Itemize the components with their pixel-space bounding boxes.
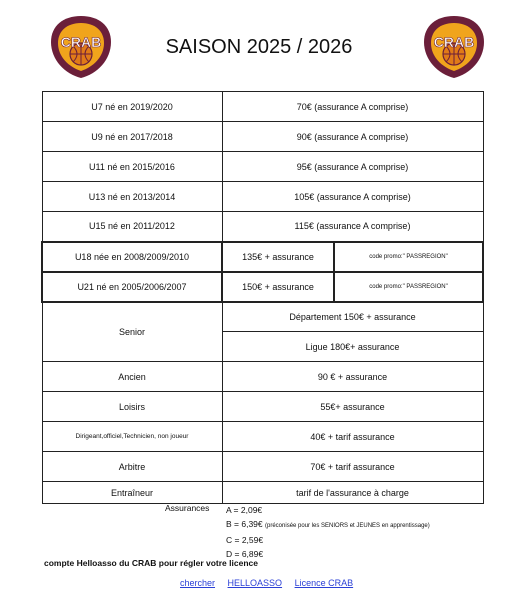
table-row [42, 452, 483, 482]
licence-crab-link[interactable]: Licence CRAB [294, 578, 354, 588]
table-row [42, 182, 483, 212]
assurance-b-row [226, 517, 430, 533]
table-row [42, 272, 483, 302]
price-cell: 55€+ assurance [222, 392, 483, 422]
promo-code-cell: code promo:" PASSREGION" [334, 272, 483, 302]
assurances-list [226, 503, 430, 561]
price-cell: 90€ (assurance A comprise) [222, 122, 483, 152]
price-cell: Département 150€ + assurance [222, 302, 483, 332]
helloasso-link[interactable]: HELLOASSO [227, 578, 283, 588]
price-cell: 115€ (assurance A comprise) [222, 212, 483, 242]
category-cell: U11 né en 2015/2016 [42, 152, 222, 182]
assurance-d: D = 6,89€ [226, 549, 264, 559]
table-row [42, 422, 483, 452]
price-cell: tarif de l'assurance à charge [222, 482, 483, 504]
category-cell: U13 né en 2013/2014 [42, 182, 222, 212]
table-row [42, 242, 483, 272]
promo-code-cell: code promo:" PASSREGION" [334, 242, 483, 272]
price-cell: 70€ + tarif assurance [222, 452, 483, 482]
category-cell: Dirigeant,officiel,Technicien, non joueur [42, 422, 222, 452]
category-cell: U9 né en 2017/2018 [42, 122, 222, 152]
table-row [42, 302, 483, 332]
price-cell: 90 € + assurance [222, 362, 483, 392]
assurance-b: B = 6,39€ [226, 519, 263, 529]
price-cell: 105€ (assurance A comprise) [222, 182, 483, 212]
assurance-b-note: (préconisée pour les SENIORS et JEUNES en apprentissage) [265, 523, 430, 529]
links-row [180, 578, 363, 588]
fees-table [41, 91, 484, 504]
price-cell: 70€ (assurance A comprise) [222, 92, 483, 122]
table-row [42, 152, 483, 182]
table-row [42, 92, 483, 122]
category-cell: Senior [42, 302, 222, 362]
page-title: SAISON 2025 / 2026 [165, 36, 353, 58]
price-cell: 95€ (assurance A comprise) [222, 152, 483, 182]
category-cell: Loisirs [42, 392, 222, 422]
helloasso-text: compte Helloasso du CRAB pour régler votre licence [44, 558, 258, 568]
table-row [42, 482, 483, 504]
table-row [42, 122, 483, 152]
category-cell: U15 né en 2011/2012 [42, 212, 222, 242]
logo-text: CRAB [60, 34, 102, 50]
search-link[interactable]: chercher [180, 578, 216, 588]
price-cell: 135€ + assurance [222, 242, 334, 272]
assurance-c: C = 2,59€ [226, 535, 264, 545]
assurance-a: A = 2,09€ [226, 505, 263, 515]
category-cell: Entraîneur [42, 482, 222, 504]
category-cell: U21 né en 2005/2006/2007 [42, 272, 222, 302]
category-cell: U7 né en 2019/2020 [42, 92, 222, 122]
table-row [42, 212, 483, 242]
table-row [42, 392, 483, 422]
price-cell: 150€ + assurance [222, 272, 334, 302]
price-cell: Ligue 180€+ assurance [222, 332, 483, 362]
category-cell: Ancien [42, 362, 222, 392]
assurances-label: Assurances [165, 503, 210, 513]
price-cell: 40€ + tarif assurance [222, 422, 483, 452]
category-cell: Arbitre [42, 452, 222, 482]
category-cell: U18 née en 2008/2009/2010 [42, 242, 222, 272]
logo-text: CRAB [433, 34, 475, 50]
table-row [42, 362, 483, 392]
